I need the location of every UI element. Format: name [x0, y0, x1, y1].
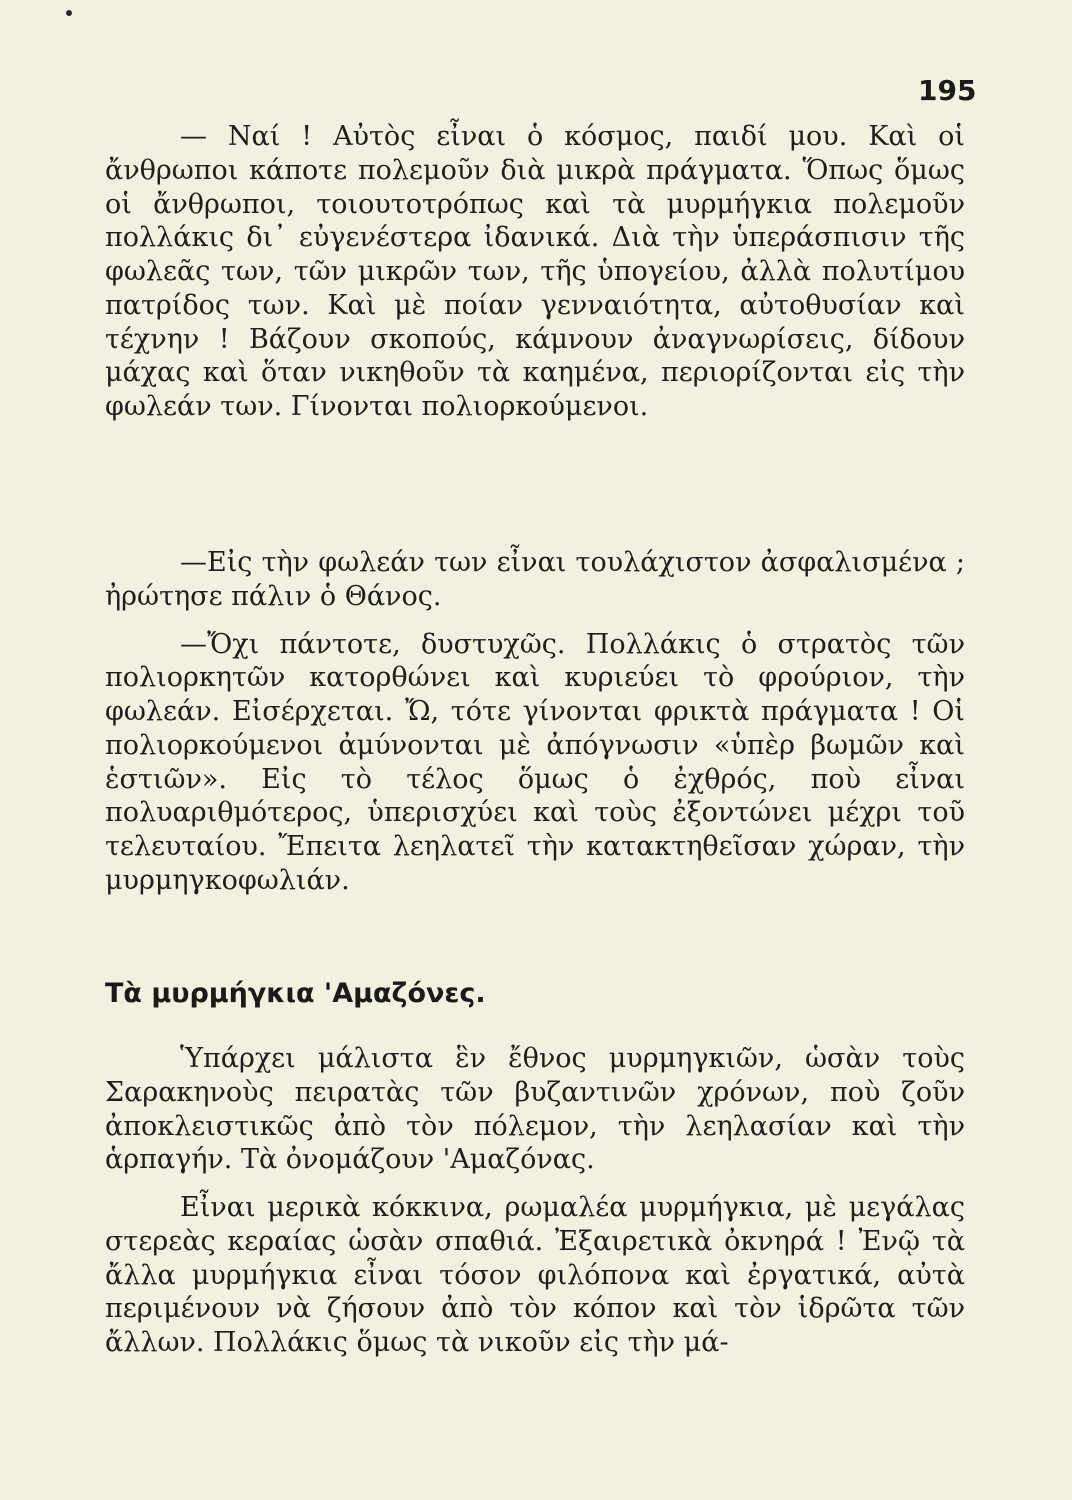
paragraph: — Ναί ! Αὐτὸς εἶναι ὁ κόσμος, παιδί μου. Καὶ οἱ ἄνθρωποι κάποτε πολεμοῦν διὰ μικρὰ πράγματα. Ὅπως ὅμως οἱ ἄνθρωποι, τοιουτοτρόπως καὶ τὰ μυρμήγκια πολεμοῦν πολλάκις δι᾽ εὐγενέστερα ἰδανικά. Διὰ τὴν ὑπεράσπισιν τῆς φωλεᾶς των, τῶν μικρῶν των, τῆς ὑπογείου, ἀλλὰ πολυτίμου πατρίδος των. Καὶ μὲ ποίαν γενναιότητα, αὐτοθυσίαν καὶ τέχνην ! Βάζουν σκοπούς, κάμνουν ἀναγνωρίσεις, δίδουν μάχας καὶ ὅταν νικηθοῦν τὰ καημένα, περιορίζονται εἰς τὴν φωλεάν των. Γίνονται πολιορκούμενοι. — [105, 121, 965, 422]
text-block-bottom — [105, 1042, 965, 1360]
paragraph: Ὑπάρχει μάλιστα ἓν ἔθνος μυρμηγκιῶν, ὡσὰν τοὺς Σαρακηνοὺς πειρατὰς τῶν βυζαντινῶν χρόνων, ποὺ ζοῦν ἀποκλειστικῶς ἀπὸ τὸν πόλεμον, τὴν λεηλασίαν καὶ τὴν ἁρπαγήν. Τὰ ὀνομάζουν 'Αμαζόνας. — [105, 1043, 965, 1176]
text-block-top — [105, 120, 965, 424]
page-number: 195 — [918, 74, 977, 107]
paragraph: —Ὄχι πάντοτε, δυστυχῶς. Πολλάκις ὁ στρατὸς τῶν πολιορκητῶν κατορθώνει καὶ κυριεύει τὸ φρούριον, τὴν φωλεάν. Εἰσέρχεται. Ὤ, τότε γίνονται φρικτὰ πράγματα ! Οἱ πολιορκούμενοι ἀμύνονται μὲ ἀπόγνωσιν «ὑπὲρ βωμῶν καὶ ἑστιῶν». Εἰς τὸ τέλος ὅμως ὁ ἐχθρός, ποὺ εἶναι πολυαριθμότερος, ὑπερισχύει καὶ τοὺς ἐξοντώνει μέχρι τοῦ τελευταίου. Ἔπειτα λεηλατεῖ τὴν κατακτηθεῖσαν χώραν, τὴν μυρμηγκοφωλιάν. — [105, 628, 965, 896]
ink-dot — [66, 10, 72, 16]
paragraph: —Εἰς τὴν φωλεάν των εἶναι τουλάχιστον ἀσφαλισμένα ; ἠρώτησε πάλιν ὁ Θάνος. — [105, 547, 965, 612]
paragraph: Εἶναι μερικὰ κόκκινα, ρωμαλέα μυρμήγκια, μὲ μεγάλας στερεὰς κεραίας ὡσὰν σπαθιά. Ἐξαιρετικὰ ὀκνηρά ! Ἐνῷ τὰ ἄλλα μυρμήγκια εἶναι τόσον φιλόπονα καὶ ἐργατικά, αὐτὰ περιμένουν νὰ ζήσουν ἀπὸ τὸν κόπον καὶ τὸν ἱδρῶτα τῶν ἄλλων. Πολλάκις ὅμως τὰ νικοῦν εἰς τὴν μά- — [105, 1192, 965, 1358]
text-block-middle — [105, 546, 965, 898]
section-heading: Τὰ μυρμήγκια 'Αμαζόνες. — [105, 978, 486, 1009]
